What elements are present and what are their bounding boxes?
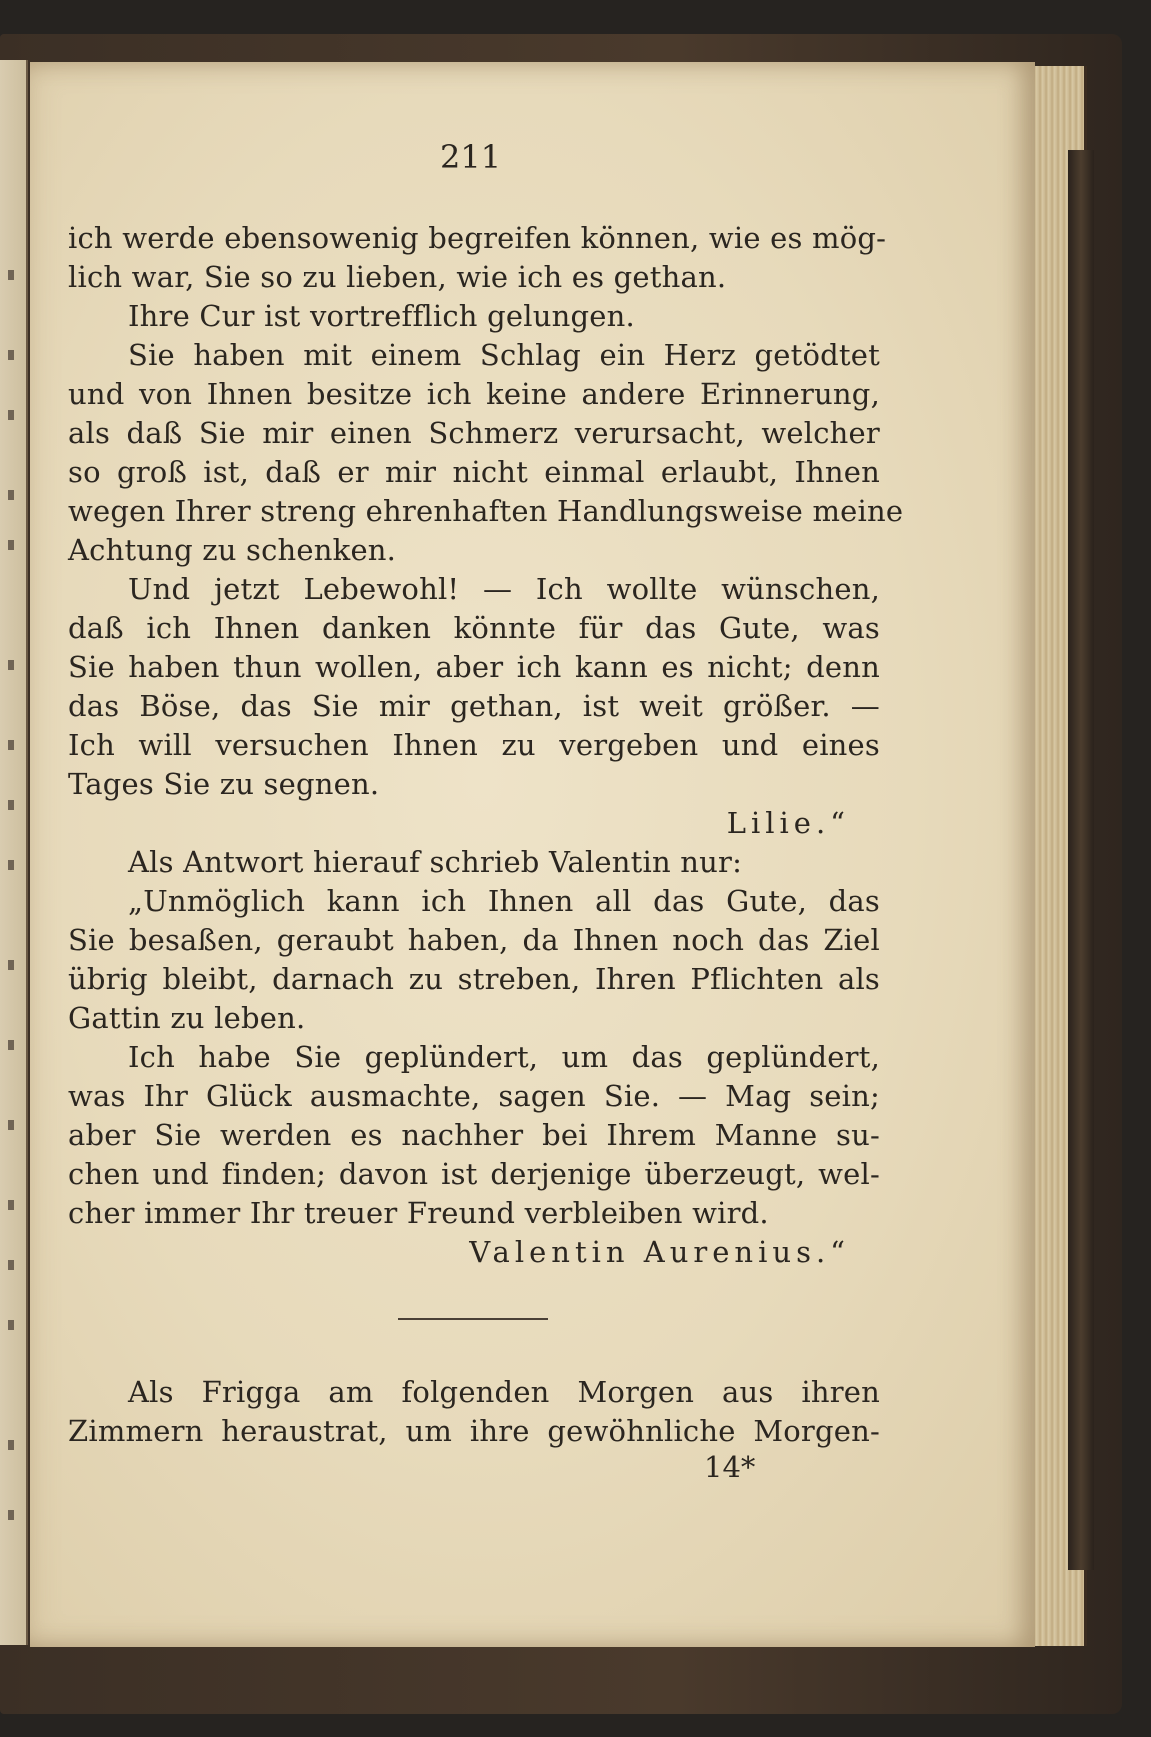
text-line: Sie besaßen, geraubt haben, da Ihnen noch das Ziel	[68, 923, 880, 957]
text-line: Sie haben thun wollen, aber ich kann es nicht; denn	[68, 650, 880, 684]
section-divider	[398, 1318, 548, 1320]
printer-signature: 14*	[704, 1450, 756, 1484]
text-line: „Unmöglich kann ich Ihnen all das Gute, das	[128, 884, 880, 918]
text-line: chen und finden; davon ist derjenige überzeugt, wel-	[68, 1157, 880, 1191]
signature-lilie: Lilie.“	[726, 806, 850, 840]
text-line: das Böse, das Sie mir gethan, ist weit größer. —	[68, 689, 880, 723]
text-line: ich werde ebensowenig begreifen können, wie es mög-	[68, 221, 887, 255]
signature-valentin: Valentin Aurenius.“	[469, 1235, 850, 1269]
text-line: übrig bleibt, darnach zu streben, Ihren Pflichten als	[68, 962, 880, 996]
text-line: daß ich Ihnen danken könnte für das Gute, was	[68, 611, 880, 645]
previous-page-edge	[0, 60, 28, 1645]
text-line: und von Ihnen besitze ich keine andere Erinnerung,	[68, 377, 880, 411]
text-line: Ich habe Sie geplündert, um das geplündert,	[128, 1040, 880, 1074]
book-cover-edge	[1068, 150, 1094, 1570]
text-line: Ich will versuchen Ihnen zu vergeben und eines	[68, 728, 880, 762]
text-line: Sie haben mit einem Schlag ein Herz getödtet	[128, 338, 880, 372]
text-line: als daß Sie mir einen Schmerz verursacht, welcher	[68, 416, 880, 450]
text-line: Zimmern heraustrat, um ihre gewöhnliche Morgen-	[68, 1414, 880, 1448]
text-line: wegen Ihrer streng ehrenhaften Handlungsweise meine	[68, 494, 904, 528]
text-line: Ihre Cur ist vortrefflich gelungen.	[128, 299, 635, 333]
text-line: so groß ist, daß er mir nicht einmal erlaubt, Ihnen	[68, 455, 880, 489]
text-line: Als Antwort hierauf schrieb Valentin nur:	[128, 845, 743, 879]
text-line: aber Sie werden es nachher bei Ihrem Manne su-	[68, 1118, 880, 1152]
text-line: cher immer Ihr treuer Freund verbleiben wird.	[68, 1196, 769, 1230]
text-line: Achtung zu schenken.	[68, 533, 397, 567]
text-line: Als Frigga am folgenden Morgen aus ihren	[128, 1375, 880, 1409]
page-number: 211	[440, 138, 502, 176]
text-line: lich war, Sie so zu lieben, wie ich es gethan.	[68, 260, 727, 294]
text-line: Und jetzt Lebewohl! — Ich wollte wünschen,	[128, 572, 880, 606]
text-line: was Ihr Glück ausmachte, sagen Sie. — Mag sein;	[68, 1079, 880, 1113]
text-line: Gattin zu leben.	[68, 1001, 306, 1035]
text-line: Tages Sie zu segnen.	[68, 767, 380, 801]
